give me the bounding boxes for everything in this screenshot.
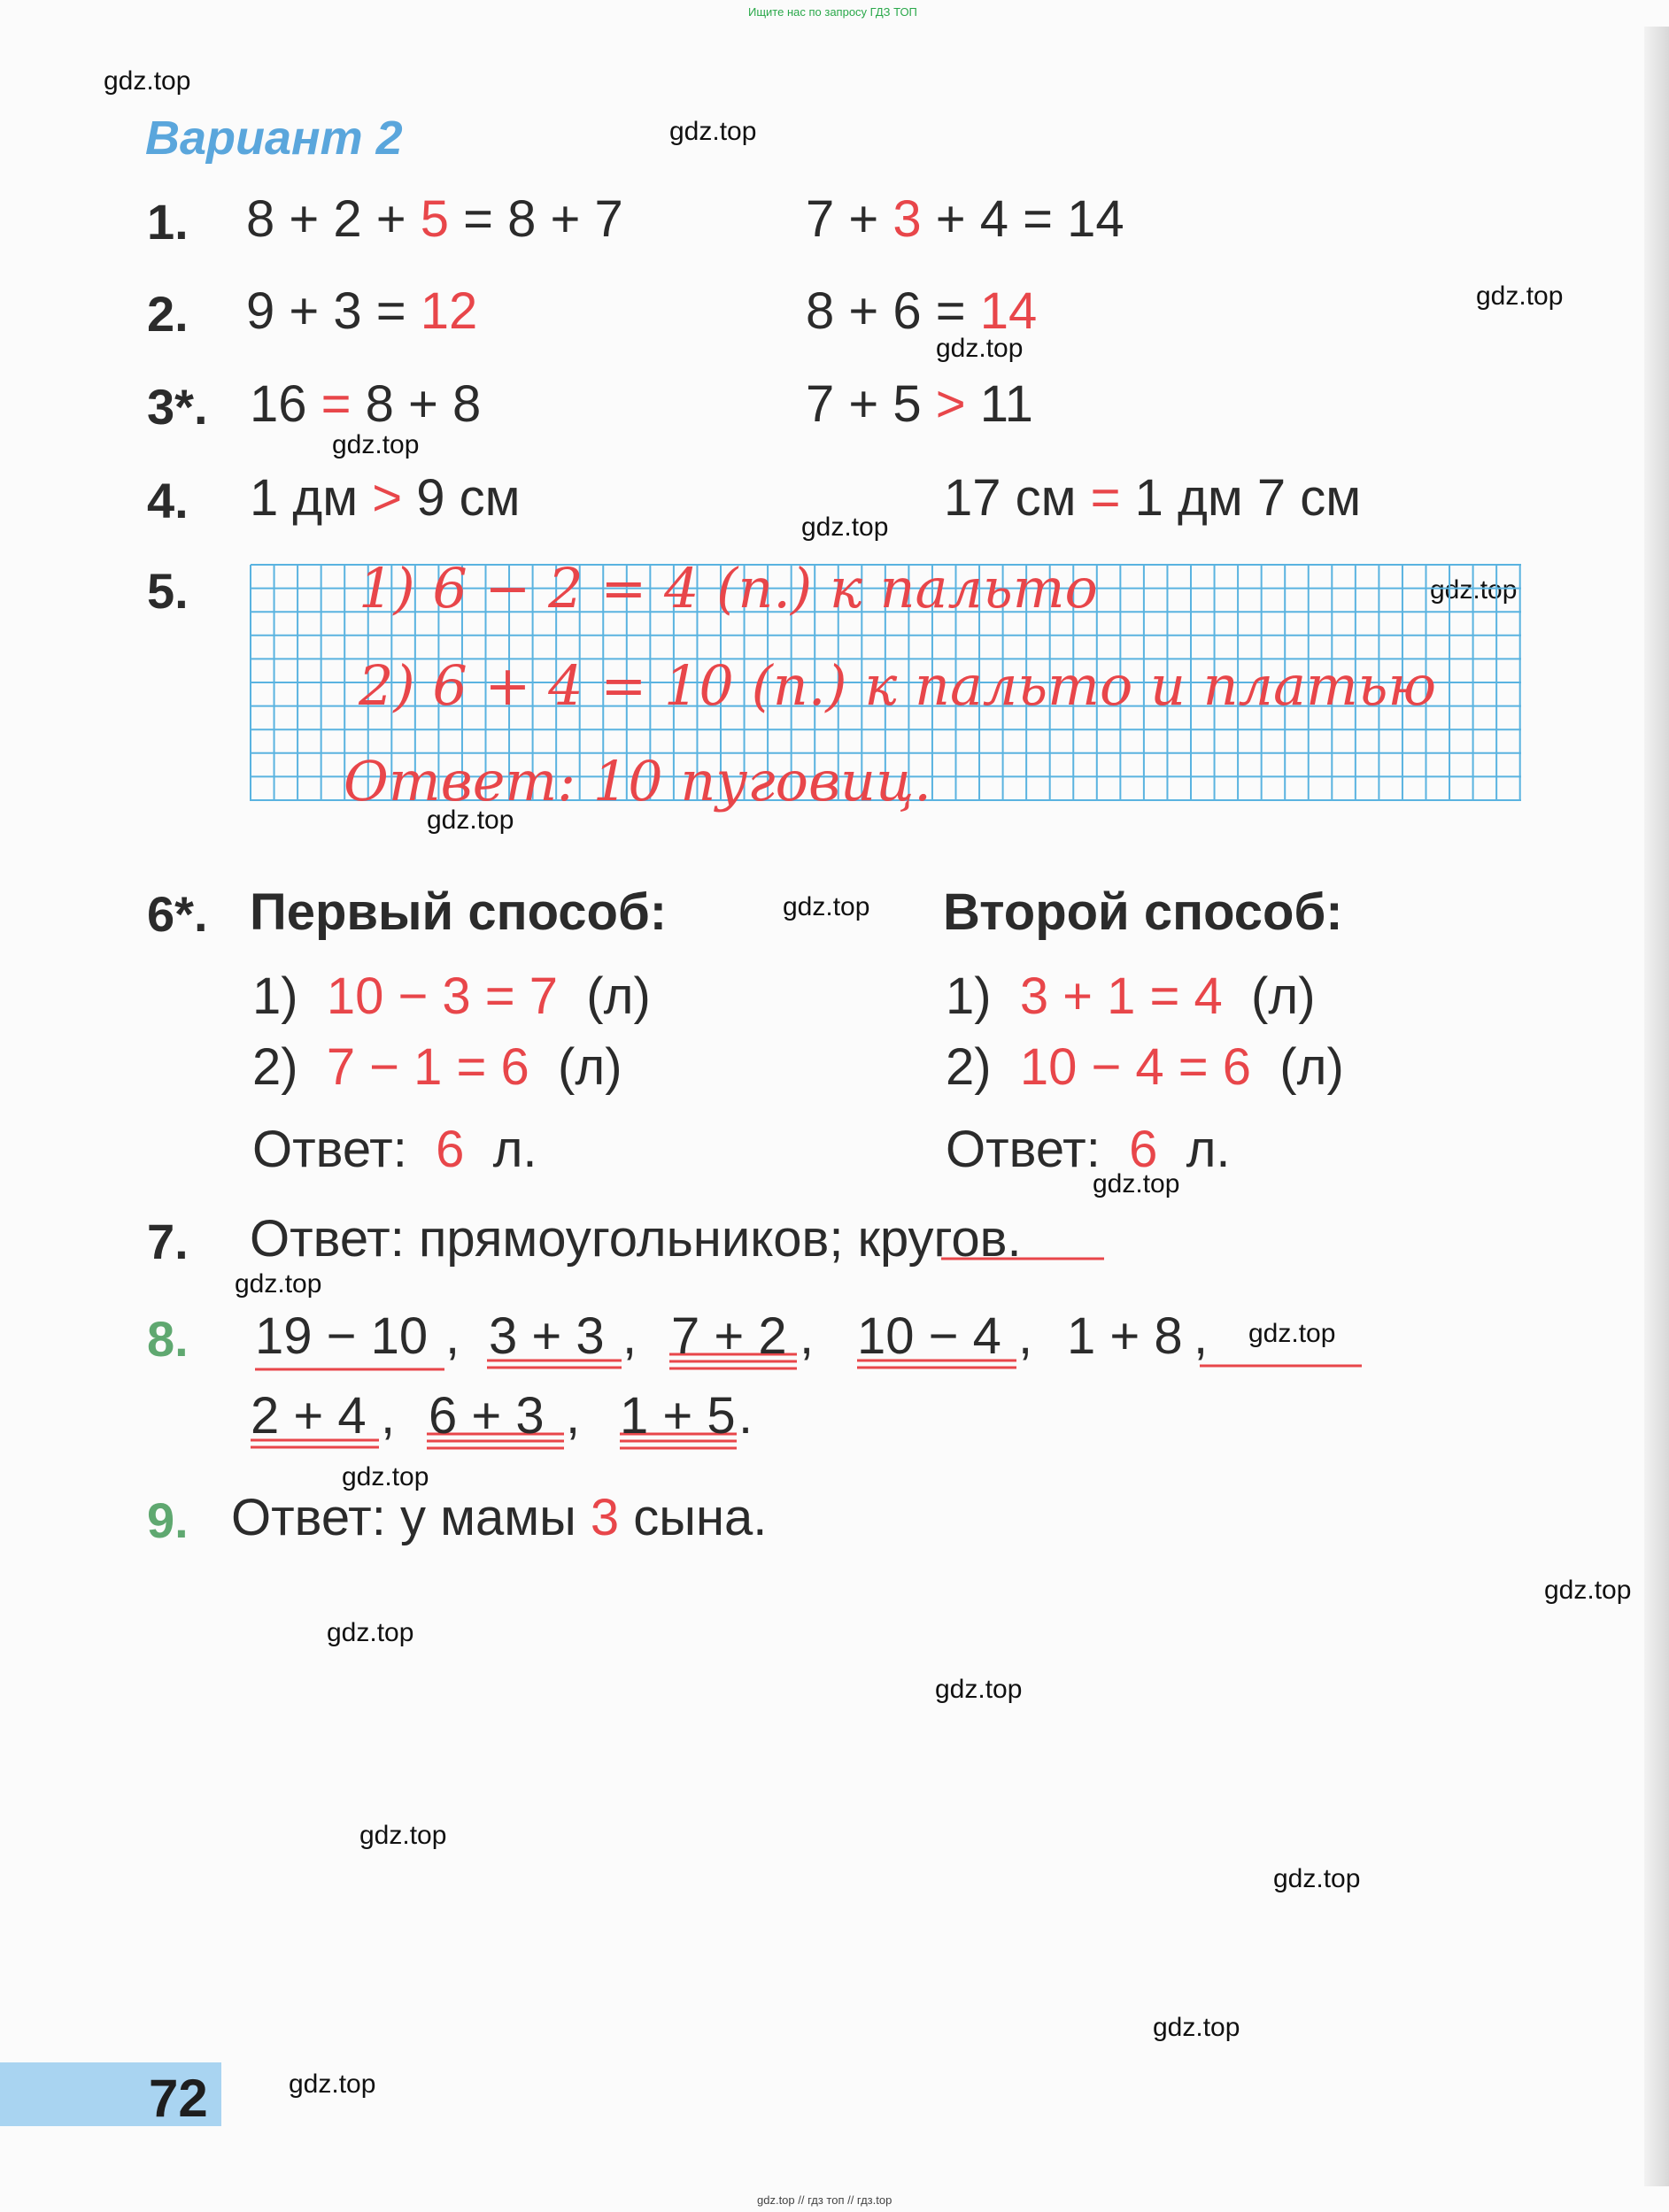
task-number: 9. bbox=[147, 1492, 189, 1548]
watermark: gdz.top bbox=[104, 66, 191, 96]
separator: , bbox=[445, 1307, 460, 1365]
method1-answer: Ответ: 6 л. bbox=[252, 1121, 537, 1178]
watermark: gdz.top bbox=[936, 334, 1024, 363]
separator: , bbox=[622, 1307, 637, 1365]
task3-expression-a: 16 = 8 + 8 bbox=[250, 375, 482, 433]
site-notice: Ищите нас по запросу ГДЗ ТОП bbox=[748, 5, 917, 19]
task8-expression: 2 + 4 bbox=[251, 1387, 367, 1445]
watermark: gdz.top bbox=[1476, 281, 1564, 311]
task5-line2: 2) 6 + 4 = 10 (п.) к пальто и платью bbox=[359, 653, 1437, 718]
answer: = bbox=[1090, 469, 1121, 527]
task8-expression: 7 + 2 bbox=[671, 1307, 787, 1365]
task-number: 8. bbox=[147, 1311, 189, 1367]
task8-expression: 1 + 5 bbox=[620, 1387, 736, 1445]
task-number: 7. bbox=[147, 1214, 189, 1269]
task8-expression: 19 − 10 bbox=[255, 1307, 429, 1365]
variant-title: Вариант 2 bbox=[145, 112, 403, 165]
watermark: gdz.top bbox=[935, 1675, 1023, 1704]
separator: , bbox=[1194, 1307, 1209, 1365]
watermark: gdz.top bbox=[327, 1618, 414, 1647]
task4-expression-a: 1 дм > 9 см bbox=[250, 469, 521, 527]
underlined-word: кругов bbox=[857, 1210, 1008, 1268]
task9-answer: Ответ: у мамы 3 сына. bbox=[231, 1489, 768, 1546]
method1-heading: Первый способ: bbox=[250, 883, 668, 941]
watermark: gdz.top bbox=[1093, 1169, 1180, 1198]
watermark: gdz.top bbox=[669, 117, 757, 146]
page-number: 72 bbox=[149, 2069, 208, 2128]
task-number: 2. bbox=[147, 286, 189, 342]
task5-line1: 1) 6 − 2 = 4 (п.) к пальто bbox=[359, 556, 1098, 620]
answer: > bbox=[372, 469, 403, 527]
answer: 3 bbox=[590, 1489, 620, 1546]
separator: , bbox=[566, 1387, 581, 1445]
answer: 5 bbox=[420, 190, 449, 248]
task8-expression: 3 + 3 bbox=[489, 1307, 605, 1365]
answer: 3 bbox=[892, 190, 922, 248]
watermark: gdz.top bbox=[801, 513, 889, 542]
watermark: gdz.top bbox=[289, 2069, 376, 2099]
watermark: gdz.top bbox=[1248, 1319, 1336, 1348]
task2-expression-a: 9 + 3 = 12 bbox=[246, 282, 478, 340]
task5-answer: Ответ: 10 пуговиц. bbox=[344, 749, 931, 813]
watermark: gdz.top bbox=[427, 805, 514, 835]
task-number: 1. bbox=[147, 194, 189, 250]
watermark: gdz.top bbox=[332, 430, 420, 459]
method2-step2: 2) 10 − 4 = 6 (л) bbox=[946, 1038, 1344, 1096]
answer: = bbox=[321, 375, 352, 433]
task8-expression: 10 − 4 bbox=[857, 1307, 1001, 1365]
watermark: gdz.top bbox=[1273, 1864, 1361, 1893]
task2-expression-b: 8 + 6 = 14 bbox=[806, 282, 1038, 340]
method1-step1: 1) 10 − 3 = 7 (л) bbox=[252, 967, 651, 1025]
watermark: gdz.top bbox=[342, 1462, 429, 1491]
separator: , bbox=[1018, 1307, 1033, 1365]
method1-step2: 2) 7 − 1 = 6 (л) bbox=[252, 1038, 622, 1096]
separator: , bbox=[381, 1387, 396, 1445]
task1-expression-b: 7 + 3 + 4 = 14 bbox=[806, 190, 1124, 248]
task8-expression: 6 + 3 bbox=[429, 1387, 545, 1445]
task-number: 4. bbox=[147, 473, 189, 528]
answer: > bbox=[935, 375, 966, 433]
watermark: gdz.top bbox=[359, 1821, 447, 1850]
watermark: gdz.top bbox=[1430, 575, 1518, 605]
task8-expression: 1 + 8 bbox=[1067, 1307, 1183, 1365]
method2-answer: Ответ: 6 л. bbox=[946, 1121, 1231, 1178]
watermark: gdz.top bbox=[1544, 1576, 1632, 1605]
task-number: 3*. bbox=[147, 379, 208, 435]
task1-expression-a: 8 + 2 + 5 = 8 + 7 bbox=[246, 190, 623, 248]
footer-notice: gdz.top // гдз топ // гдз.top bbox=[757, 2193, 892, 2207]
task7-answer: Ответ: прямоугольников; кругов. bbox=[250, 1210, 1022, 1268]
task3-expression-b: 7 + 5 > 11 bbox=[806, 375, 1033, 433]
method2-step1: 1) 3 + 1 = 4 (л) bbox=[946, 967, 1316, 1025]
watermark: gdz.top bbox=[783, 892, 870, 921]
answer: 12 bbox=[420, 282, 478, 340]
task-number: 5. bbox=[147, 563, 189, 619]
method2-heading: Второй способ: bbox=[943, 883, 1343, 941]
watermark: gdz.top bbox=[235, 1269, 322, 1299]
answer: 14 bbox=[979, 282, 1038, 340]
task4-expression-b: 17 см = 1 дм 7 см bbox=[944, 469, 1362, 527]
watermark: gdz.top bbox=[1153, 2013, 1240, 2042]
separator: , bbox=[800, 1307, 815, 1365]
task-number: 6*. bbox=[147, 886, 208, 942]
end-mark: . bbox=[738, 1387, 753, 1445]
